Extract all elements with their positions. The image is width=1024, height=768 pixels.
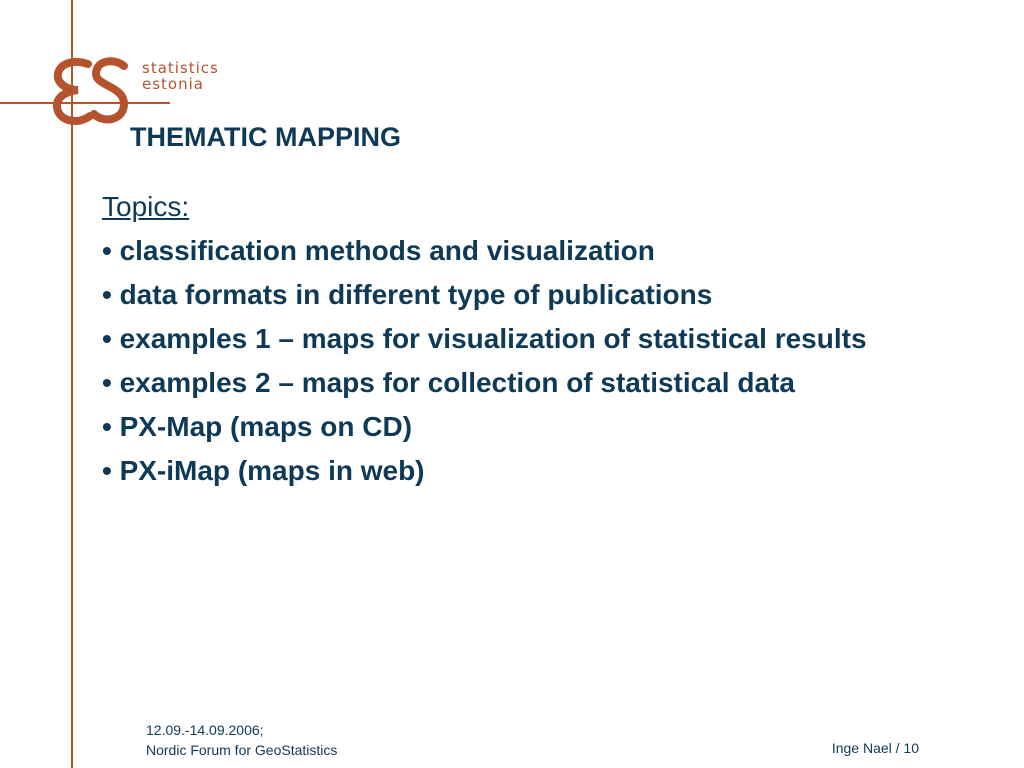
logo-line2: estonia (142, 75, 204, 93)
slide-title: THEMATIC MAPPING (130, 122, 401, 152)
logo-line1: statistics (142, 59, 219, 77)
footer-date: 12.09.-14.09.2006; (146, 722, 264, 738)
footer-author-page: Inge Nael / 10 (831, 740, 919, 756)
list-item: • PX-iMap (maps in web) (102, 455, 425, 486)
list-item: • PX-Map (maps on CD) (102, 411, 413, 442)
footer-event: Nordic Forum for GeoStatistics (146, 742, 338, 758)
list-item: • classification methods and visualization (102, 235, 655, 266)
statistics-estonia-logo (48, 52, 248, 130)
slide-content (102, 188, 902, 496)
list-item: • data formats in different type of publications (102, 279, 713, 310)
list-item: • examples 1 – maps for visualization of statistical results (102, 323, 867, 354)
footer-left (146, 720, 337, 760)
list-item: • examples 2 – maps for collection of statistical data (102, 367, 795, 398)
topics-label: Topics: (102, 191, 190, 222)
